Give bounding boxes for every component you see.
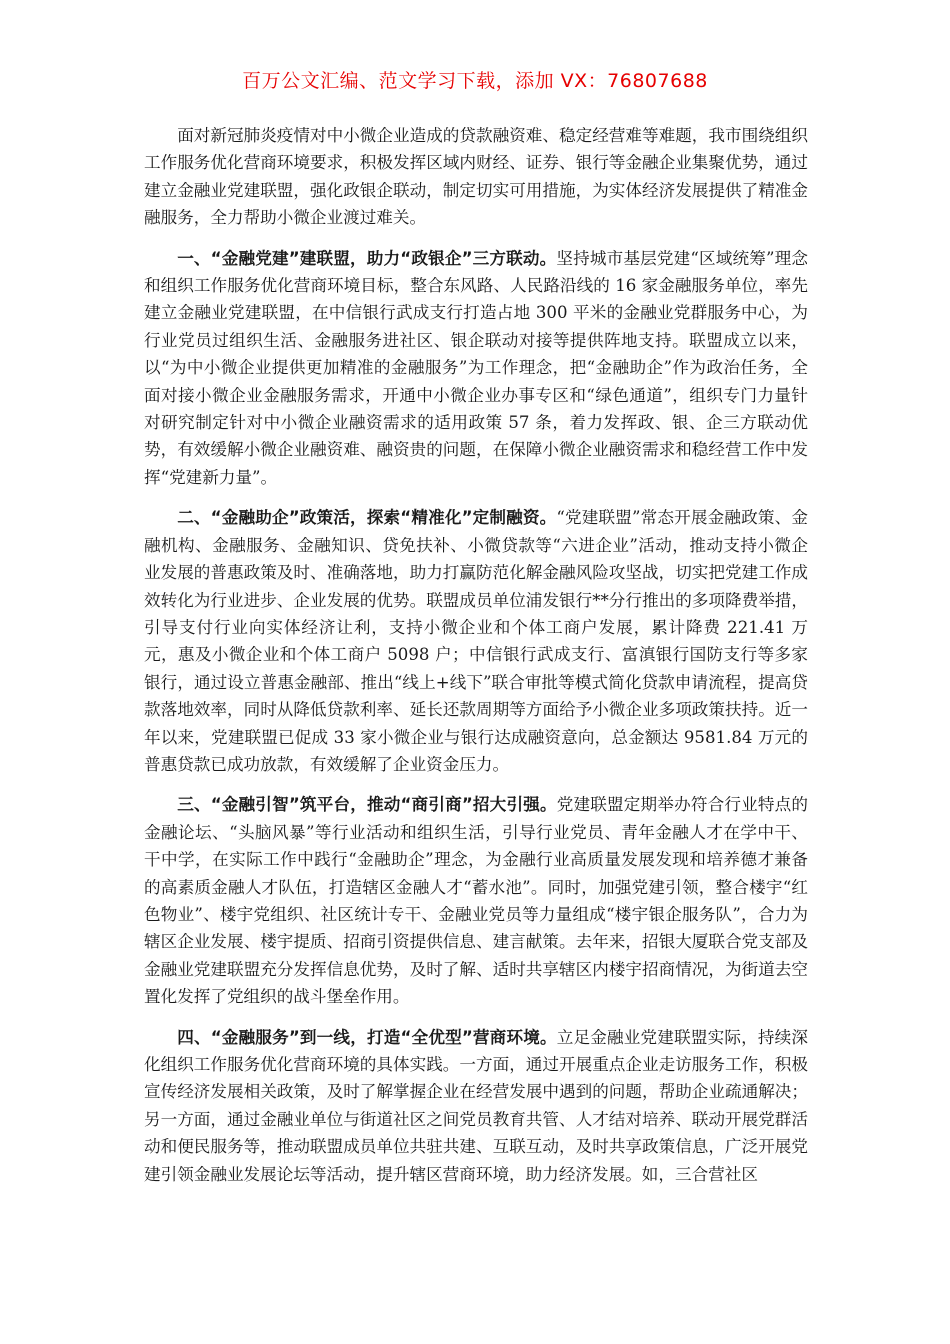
intro-paragraph: 面对新冠肺炎疫情对中小微企业造成的贷款融资难、稳定经营难等难题，我市围绕组织工作服务优化营商环境要求，积极发挥区域内财经、证券、银行等金融企业集聚优势，通过建立金融业党建联盟，强化政银企联动，制定切实可用措施，为实体经济发展提供了精准金融服务，全力帮助小微企业渡过难关。 <box>144 126 808 228</box>
section-1-paragraph <box>144 245 808 492</box>
section-1-body: 坚持城市基层党建“区域统筹”理念和组织工作服务优化营商环境目标，整合东风路、人民路沿线的 16 家金融服务单位，率先建立金融业党建联盟，在中信银行武成支行打造占地 300 平米的金融业党群服务中心，为行业党员过组织生活、金融服务进社区、银企联动对接等提供阵地支持。联盟成立以来，以“为中小微企业提供更加精准的金融服务”为工作理念，把“金融助企”作为政治任务，全面对接小微企业金融服务需求，开通中小微企业办事专区和“绿色通道”，组织专门力量针对研究制定针对中小微企业融资需求的适用政策 57 条，着力发挥政、银、企三方联动优势，有效缓解小微企业融资难、融资贵的问题，在保障小微企业融资需求和稳经营工作中发挥“党建新力量”。 <box>144 248 809 487</box>
section-4-heading: 四、“金融服务”到一线，打造“全优型”营商环境。 <box>177 1027 557 1047</box>
document-body <box>144 122 808 1201</box>
section-2-heading: 二、“金融助企”政策活，探索“精准化”定制融资。 <box>177 508 557 528</box>
section-3-heading: 三、“金融引智”筑平台，推动“商引商”招大引强。 <box>177 795 557 815</box>
section-2-paragraph <box>144 504 808 778</box>
section-4-body: 立足金融业党建联盟实际，持续深化组织工作服务优化营商环境的具体实践。一方面，通过开展重点企业走访服务工作，积极宣传经济发展相关政策，及时了解掌握企业在经营发展中遇到的问题，帮助企业疏通解决；另一方面，通过金融业单位与街道社区之间党员教育共管、人才结对培养、联动开展党群活动和便民服务等，推动联盟成员单位共驻共建、互联互动，及时共享政策信息，广泛开展党建引领金融业发展论坛等活动，提升辖区营商环境，助力经济发展。如，三合营社区 <box>144 1027 809 1184</box>
section-3-paragraph <box>144 791 808 1010</box>
section-2-body: “党建联盟”常态开展金融政策、金融机构、金融服务、金融知识、贷免扶补、小微贷款等“六进企业”活动，推动支持小微企业发展的普惠政策及时、准确落地，助力打赢防范化解金融风险攻坚战，切实把党建工作成效转化为行业进步、企业发展的优势。联盟成员单位浦发银行**分行推出的多项降费举措，引导支付行业向实体经济让利，支持小微企业和个体工商户发展，累计降费 221.41 万元，惠及小微企业和个体工商户 5098 户；中信银行武成支行、富滇银行国防支行等多家银行，通过设立普惠金融部、推出“线上+线下”联合审批等模式简化贷款申请流程，提高贷款落地效率，同时从降低贷款利率、延长还款周期等方面给予小微企业多项政策扶持。近一年以来，党建联盟已促成 33 家小微企业与银行达成融资意向，总金额达 9581.84 万元的普惠贷款已成功放款，有效缓解了企业资金压力。 <box>144 508 809 774</box>
section-1-heading: 一、“金融党建”建联盟，助力“政银企”三方联动。 <box>177 248 557 268</box>
section-3-body: 党建联盟定期举办符合行业特点的金融论坛、“头脑风暴”等行业活动和组织生活，引导行业党员、青年金融人才在学中干、干中学，在实际工作中践行“金融助企”理念，为金融行业高质量发展发现和培养德才兼备的高素质金融人才队伍，打造辖区金融人才“蓄水池”。同时，加强党建引领，整合楼宇“红色物业”、楼宇党组织、社区统计专干、金融业党员等力量组成“楼宇银企服务队”，合力为辖区企业发展、楼宇提质、招商引资提供信息、建言献策。去年来，招银大厦联合党支部及金融业党建联盟充分发挥信息优势，及时了解、适时共享辖区内楼宇招商情况，为街道去空置化发挥了党组织的战斗堡垒作用。 <box>144 795 809 1007</box>
header-banner: 百万公文汇编、范文学习下载，添加 VX：76807688 <box>242 70 708 92</box>
section-4-paragraph <box>144 1024 808 1188</box>
